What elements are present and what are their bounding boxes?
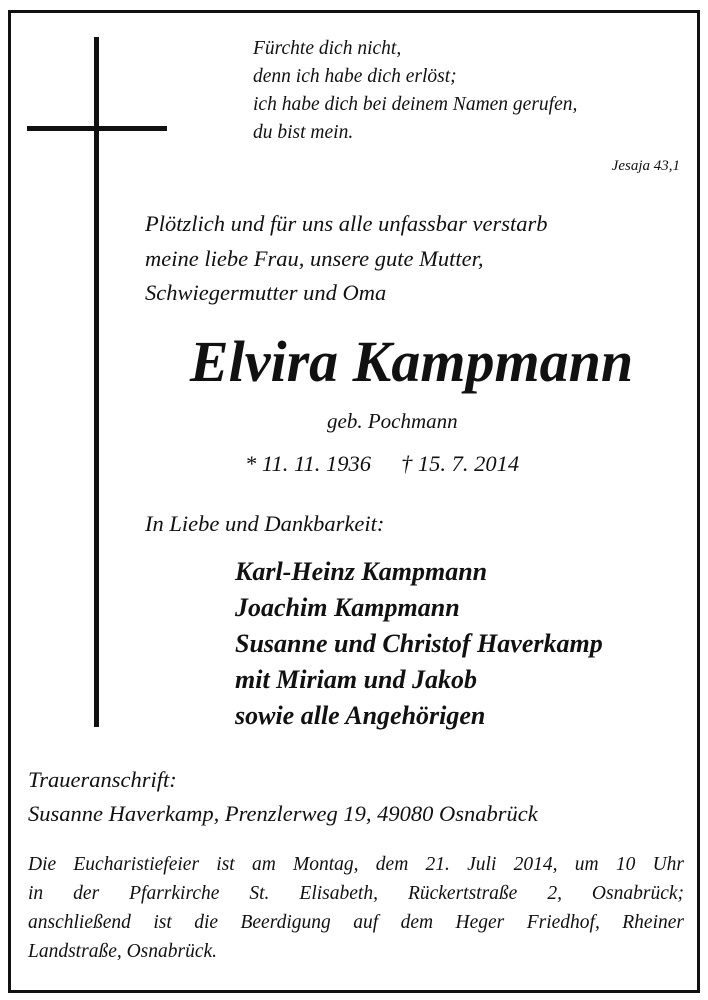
bible-verse xyxy=(253,35,577,147)
notice-border xyxy=(8,10,700,993)
verse-line: Fürchte dich nicht, xyxy=(253,38,402,59)
mourner: mit Miriam und Jakob xyxy=(235,665,477,694)
service-info xyxy=(28,850,684,966)
intro-line: meine liebe Frau, unsere gute Mutter, xyxy=(145,245,484,271)
thanks-heading: In Liebe und Dankbarkeit: xyxy=(145,511,385,536)
address-label: Traueranschrift: xyxy=(28,767,177,792)
service-line: in der Pfarrkirche St. Elisabeth, Rückertstraße 2, Osnabrück; xyxy=(28,883,684,904)
verse-line: ich habe dich bei deinem Namen gerufen, xyxy=(253,94,578,115)
death-announcement xyxy=(145,207,548,311)
mourner: Susanne und Christof Haverkamp xyxy=(235,629,603,658)
verse-source: Jesaja 43,1 xyxy=(611,158,680,174)
verse-line: denn ich habe dich erlöst; xyxy=(253,66,457,87)
service-line: anschließend ist die Beerdigung auf dem Heger Friedhof, Rheiner xyxy=(28,912,684,933)
mourner: Joachim Kampmann xyxy=(235,593,460,622)
death-date: † 15. 7. 2014 xyxy=(401,451,520,476)
service-line: Die Eucharistiefeier ist am Montag, dem 21. Juli 2014, um 10 Uhr xyxy=(28,854,684,875)
service-line: Landstraße, Osnabrück. xyxy=(28,941,218,962)
verse-line: du bist mein. xyxy=(253,122,354,143)
mourners-list xyxy=(235,554,603,734)
life-dates xyxy=(245,451,519,477)
birth-date: * 11. 11. 1936 xyxy=(245,451,372,476)
address-value: Susanne Haverkamp, Prenzlerweg 19, 49080 Osnabrück xyxy=(28,801,538,826)
intro-line: Plötzlich und für uns alle unfassbar verstarb xyxy=(145,211,548,236)
cross-bar xyxy=(27,126,167,131)
birth-name: geb. Pochmann xyxy=(327,409,458,433)
mourner: Karl-Heinz Kampmann xyxy=(235,557,488,586)
intro-line: Schwiegermutter und Oma xyxy=(145,280,387,305)
deceased-name: Elvira Kampmann xyxy=(189,329,634,394)
mourning-address xyxy=(28,763,538,831)
mourner: sowie alle Angehörigen xyxy=(235,701,486,730)
